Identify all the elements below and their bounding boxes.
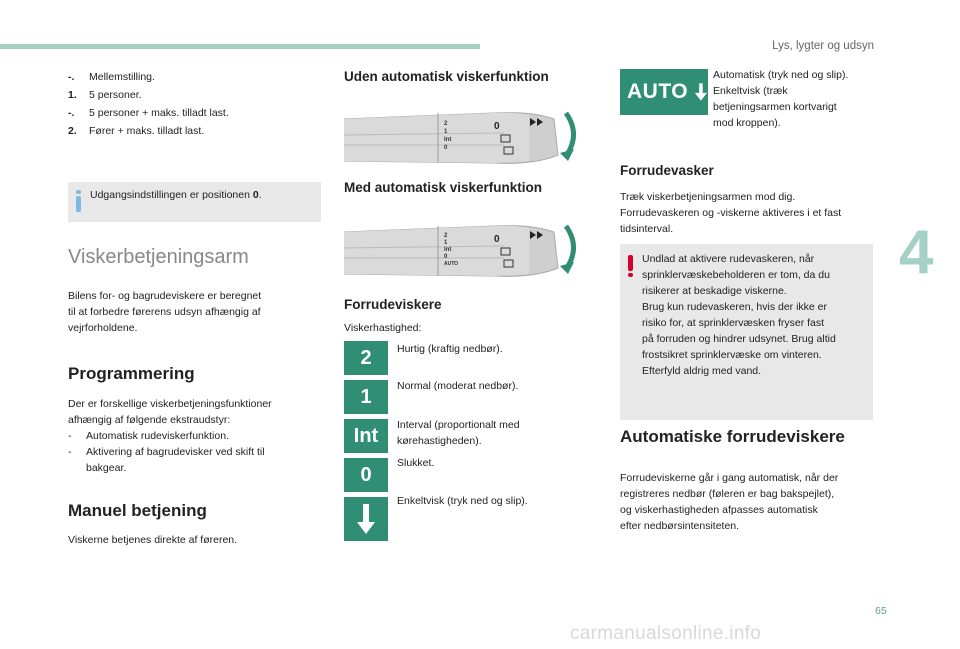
- list-item: 1. 5 personer.: [68, 89, 142, 101]
- watermark: carmanualsonline.info: [570, 623, 762, 644]
- heading-without-auto: Uden automatisk viskerfunktion: [344, 69, 549, 84]
- list-item: - Automatisk rudeviskerfunktion.: [68, 430, 229, 442]
- speed-0-label: Slukket.: [397, 457, 435, 469]
- stalk-label-0: 0: [444, 254, 448, 260]
- front-wipers-heading: Forrudeviskere: [344, 297, 442, 312]
- warning-icon: [628, 255, 633, 277]
- heading-with-auto: Med automatisk viskerfunktion: [344, 180, 543, 195]
- stalk-label-int: Int: [444, 247, 452, 253]
- speed-int-icon: Int: [344, 419, 388, 453]
- speed-1-label: Normal (moderat nedbør).: [397, 380, 519, 392]
- page-number: 65: [875, 605, 887, 617]
- single-wipe-icon: [344, 497, 388, 541]
- auto-wipers-paragraph: Forrudeviskerne går i gang automatisk, når der registreres nedbør (føleren er bag bakspejlet), og viskerhastigheden afpasses automatisk efter nedbørsintensiteten.: [620, 472, 839, 532]
- speed-0-icon: 0: [344, 458, 388, 492]
- down-arrow-icon: [694, 81, 708, 103]
- washer-heading: Forrudevasker: [620, 163, 714, 178]
- rotation-arrow-icon: [566, 113, 574, 153]
- single-wipe-label: Enkeltvisk (tryk ned og slip).: [397, 495, 528, 507]
- manual-heading: Manuel betjening: [68, 501, 207, 520]
- auto-badge: AUTO: [620, 69, 708, 115]
- list-item: -. 5 personer + maks. tilladt last.: [68, 107, 229, 119]
- washer-paragraph: Træk viskerbetjeningsarmen mod dig. Forrudevaskeren og -viskerne aktiveres i et fast tidsinterval.: [620, 191, 842, 235]
- header-rule: [0, 44, 480, 49]
- auto-description: Automatisk (tryk ned og slip). Enkeltvisk (træk betjeningsarmen kortvarigt mod kroppen).: [713, 69, 849, 129]
- down-arrow-icon: [356, 502, 376, 536]
- stalk-label-1: 1: [444, 129, 448, 135]
- wiper-stalk-illustration-auto: [344, 218, 584, 282]
- rotation-arrow-icon: [566, 226, 574, 266]
- programming-heading: Programmering: [68, 364, 195, 383]
- stalk-label-2: 2: [444, 233, 448, 239]
- stalk-label-auto: AUTO: [444, 261, 459, 267]
- stalk-end-label-0: 0: [494, 121, 500, 132]
- speed-int-label: Interval (proportionalt med kørehastigheden).: [397, 419, 520, 447]
- seat-positions-list: [68, 68, 328, 140]
- stalk-label-1: 1: [444, 240, 448, 246]
- speed-2-label: Hurtig (kraftig nedbør).: [397, 343, 503, 355]
- page-title: Viskerbetjeningsarm: [68, 246, 249, 268]
- stalk-label-int: Int: [444, 137, 452, 143]
- info-note: Udgangsindstillingen er positionen 0.: [68, 182, 321, 222]
- section-header: Lys, lygter og udsyn: [772, 40, 874, 52]
- manual-paragraph: Viskerne betjenes direkte af føreren.: [68, 534, 238, 546]
- chapter-number: 4: [899, 218, 934, 287]
- list-item: -. Mellemstilling.: [68, 71, 155, 83]
- speed-label: Viskerhastighed:: [344, 322, 422, 334]
- speed-1-icon: 1: [344, 380, 388, 414]
- intro-paragraph: Bilens for- og bagrudeviskere er beregnet til at forbedre førerens udsyn afhængig af vejrforholdene.: [68, 290, 262, 334]
- stalk-label-0: 0: [444, 145, 448, 151]
- info-icon: [76, 190, 81, 212]
- list-item: - Aktivering af bagrudevisker ved skift til: [68, 446, 265, 458]
- warning-note: Undlad at aktivere rudevaskeren, når sprinklervæskebeholderen er tom, da du risikerer at beskadige viskerne. Brug kun rudevaskeren, hvis der ikke er risiko for, at sprinklervæsken fryser fast på forruden og hindrer udsynet. Brug altid frostsikret sprinklervæske om vinteren. Efterfyld aldrig med vand.: [620, 244, 873, 420]
- auto-wipers-heading: Automatiske forrudeviskere: [620, 427, 845, 446]
- wiper-stalk-illustration-manual: [344, 105, 584, 169]
- stalk-end-label-0: 0: [494, 234, 500, 245]
- speed-2-icon: 2: [344, 341, 388, 375]
- list-item: 2. Fører + maks. tilladt last.: [68, 125, 205, 137]
- stalk-label-2: 2: [444, 121, 448, 127]
- programming-paragraph: Der er forskellige viskerbetjeningsfunktioner afhængig af følgende ekstraudstyr: - Automatisk rudeviskerfunktion. - Aktivering af bagrudevisker ved skift til bakgear.: [68, 396, 323, 476]
